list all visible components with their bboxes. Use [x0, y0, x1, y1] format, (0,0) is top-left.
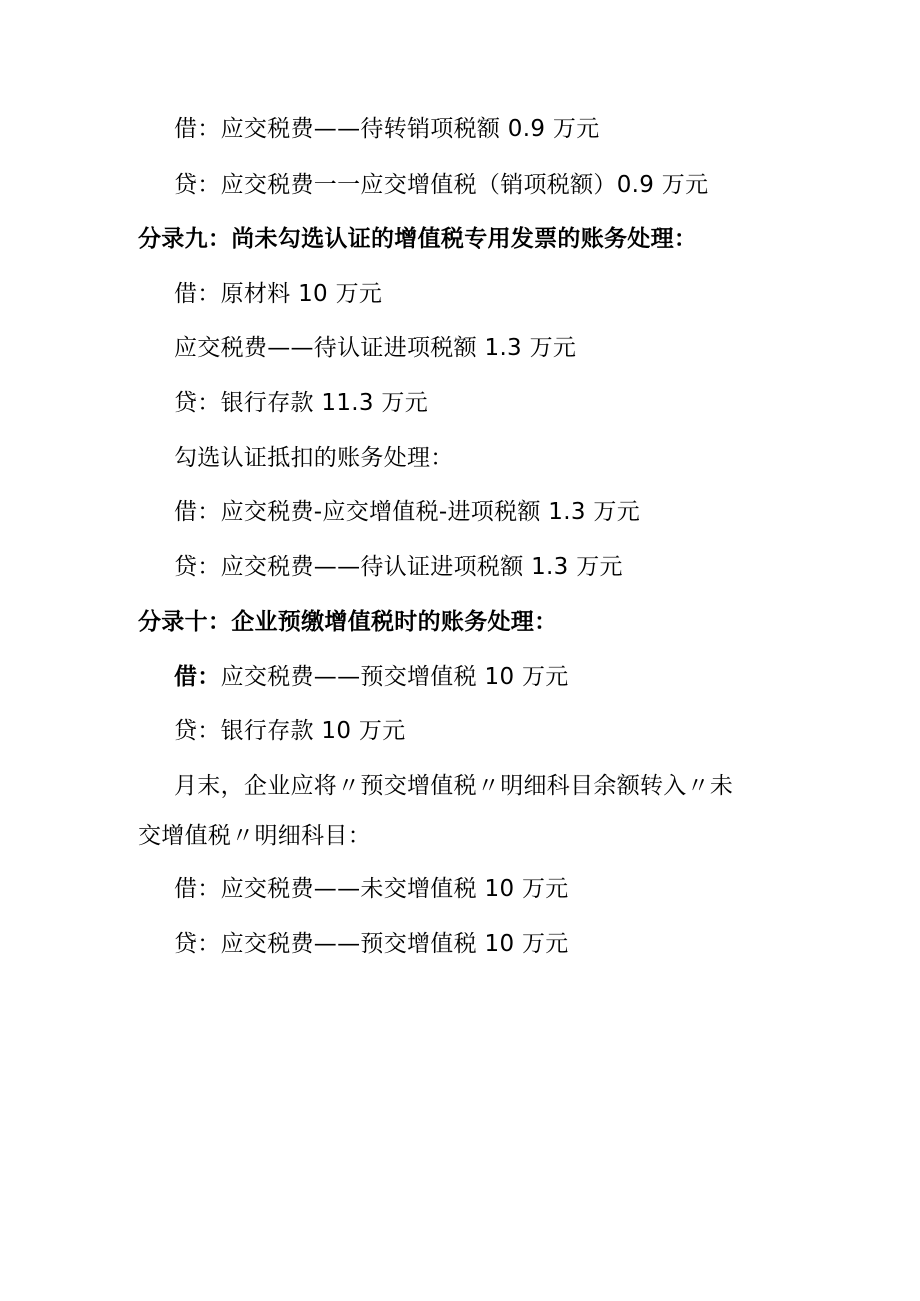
- debit-text: 应交税费——预交增值税 10 万元: [220, 664, 569, 690]
- entry-debit-pending-input-tax: 应交税费——待认证进项税额 1.3 万元: [174, 335, 577, 361]
- paragraph-month-end-line-1: 月末，企业应将〃预交增值税〃明细科目余额转入〃未: [174, 773, 734, 799]
- section-heading-entry-nine: 分录九：尚未勾选认证的增值税专用发票的账务处理：: [138, 226, 698, 252]
- paragraph-month-end-line-2: 交增值税〃明细科目：: [138, 823, 371, 849]
- debit-label: 借：: [174, 664, 221, 690]
- subheading-certification-deduction: 勾选认证抵扣的账务处理：: [174, 445, 454, 471]
- entry-debit-raw-materials: 借：原材料 10 万元: [174, 281, 383, 307]
- entry-credit-bank-deposit: 贷：银行存款 11.3 万元: [174, 390, 429, 416]
- entry-debit-unpaid-vat: 借：应交税费——未交增值税 10 万元: [174, 876, 569, 902]
- section-heading-entry-ten: 分录十：企业预缴增值税时的账务处理：: [138, 609, 558, 635]
- entry-credit-output-tax: 贷：应交税费一一应交增值税（销项税额）0.9 万元: [174, 172, 709, 198]
- entry-credit-bank-deposit-ten: 贷：银行存款 10 万元: [174, 718, 406, 744]
- entry-debit-input-tax: 借：应交税费-应交增值税-进项税额 1.3 万元: [174, 499, 640, 525]
- entry-debit-pending-output-tax: 借：应交税费——待转销项税额 0.9 万元: [174, 116, 600, 142]
- entry-credit-prepaid-vat: 贷：应交税费——预交增值税 10 万元: [174, 931, 569, 957]
- entry-credit-pending-input-tax: 贷：应交税费——待认证进项税额 1.3 万元: [174, 554, 623, 580]
- entry-debit-prepaid-vat: [174, 662, 569, 692]
